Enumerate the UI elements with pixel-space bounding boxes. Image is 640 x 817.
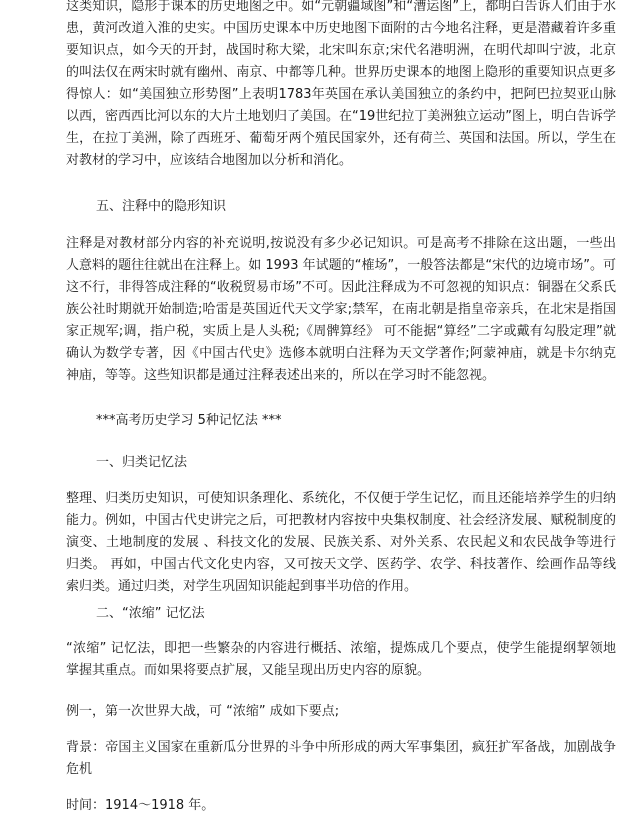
paragraph-annotations: 注释是对教材部分内容的补充说明,按说没有多少必记知识。可是高考不排除在这出题，一些出人意料的题往往就出在注释上。如 1993 年试题的“榷场”，一般答法都是“宋代的边境市场”。可这不行，非得答成注释的“收税贸易市场”不可。因此注释成为不可忽视的知识点：铜器在父系氏族公社时期就开始制造;哈雷是英国近代天文学家;禁军，在南北朝是指皇帝亲兵，在北宋是指国家正规军;调，指户税，实质上是人头税;《周髀算经》 可不能据“算经”二字或戴有勾股定理”就确认为数学专著，因《中国古代史》选修本就明白注释为天文学著作;阿蒙神庙，就是卡尔纳克神庙，等等。这些知识都是通过注释表述出来的，所以在学习时不能忽视。 [66, 236, 616, 383]
article-title: ***高考历史学习 5种记忆法 *** [96, 413, 282, 428]
section-heading-condensation: 二、“浓缩” 记忆法 [96, 606, 205, 621]
paragraph-classification: 整理、归类历史知识，可使知识条理化、系统化，不仅便于学生记忆，而且还能培养学生的归纳能力。例如，中国古代史讲完之后，可把教材内容按中央集权制度、社会经济发展、赋税制度的演变、土地制度的发展 、科技文化的发展、民族关系、对外关系、农民起义和农民战争等进行归类。 再如，中国古代文化史内容，又可按天文学、医药学、农学、科技著作、绘画作品等线索归类。通过归类，对学生巩固知识能起到事半功倍的作用。 [66, 491, 616, 594]
paragraph-condensation: “浓缩” 记忆法，即把一些繁杂的内容进行概括、浓缩，提炼成几个要点，使学生能提纲挈领地掌握其重点。而如果将要点扩展，又能呈现出历史内容的原貌。 [66, 641, 616, 678]
paragraph-background: 背景：帝国主义国家在重新瓜分世界的斗争中所形成的两大军事集团，疯狂扩军备战，加剧战争危机 [66, 740, 616, 777]
paragraph-time: 时间：1914～1918 年。 [66, 798, 215, 813]
section-heading-annotations: 五、注释中的隐形知识 [96, 199, 227, 214]
paragraph-example-one: 例一，第一次世界大战，可 “浓缩” 成如下要点; [66, 704, 340, 719]
section-heading-classification: 一、归类记忆法 [96, 455, 188, 470]
paragraph-map-knowledge: 这类知识，隐形于课本的历史地图之中。如“元朝疆域图”和“漕运图”上，都明白告诉人们由于水患，黄河改道入淮的史实。中国历史课本中历史地图下面附的古今地名注释，更是潜藏着许多重要知识点，如今天的开封，战国时称大梁，北宋叫东京;宋代名港明洲，在明代却叫宁波，北京的叫法仅在两宋时就有幽州、南京、中都等几种。世界历史课本的地图上隐形的重要知识点更多得惊人：如“美国独立形势图”上表明1783年英国在承认美国独立的条约中，把阿巴拉契亚山脉以西，密西西比河以东的大片土地划归了美国。在“19世纪拉丁美洲独立运动”图上，明白告诉学生，在拉丁美洲，除了西班牙、葡萄牙两个殖民国家外，还有荷兰、英国和法国。所以，学生在对教材的学习中，应该结合地图加以分析和消化。 [66, 0, 617, 168]
